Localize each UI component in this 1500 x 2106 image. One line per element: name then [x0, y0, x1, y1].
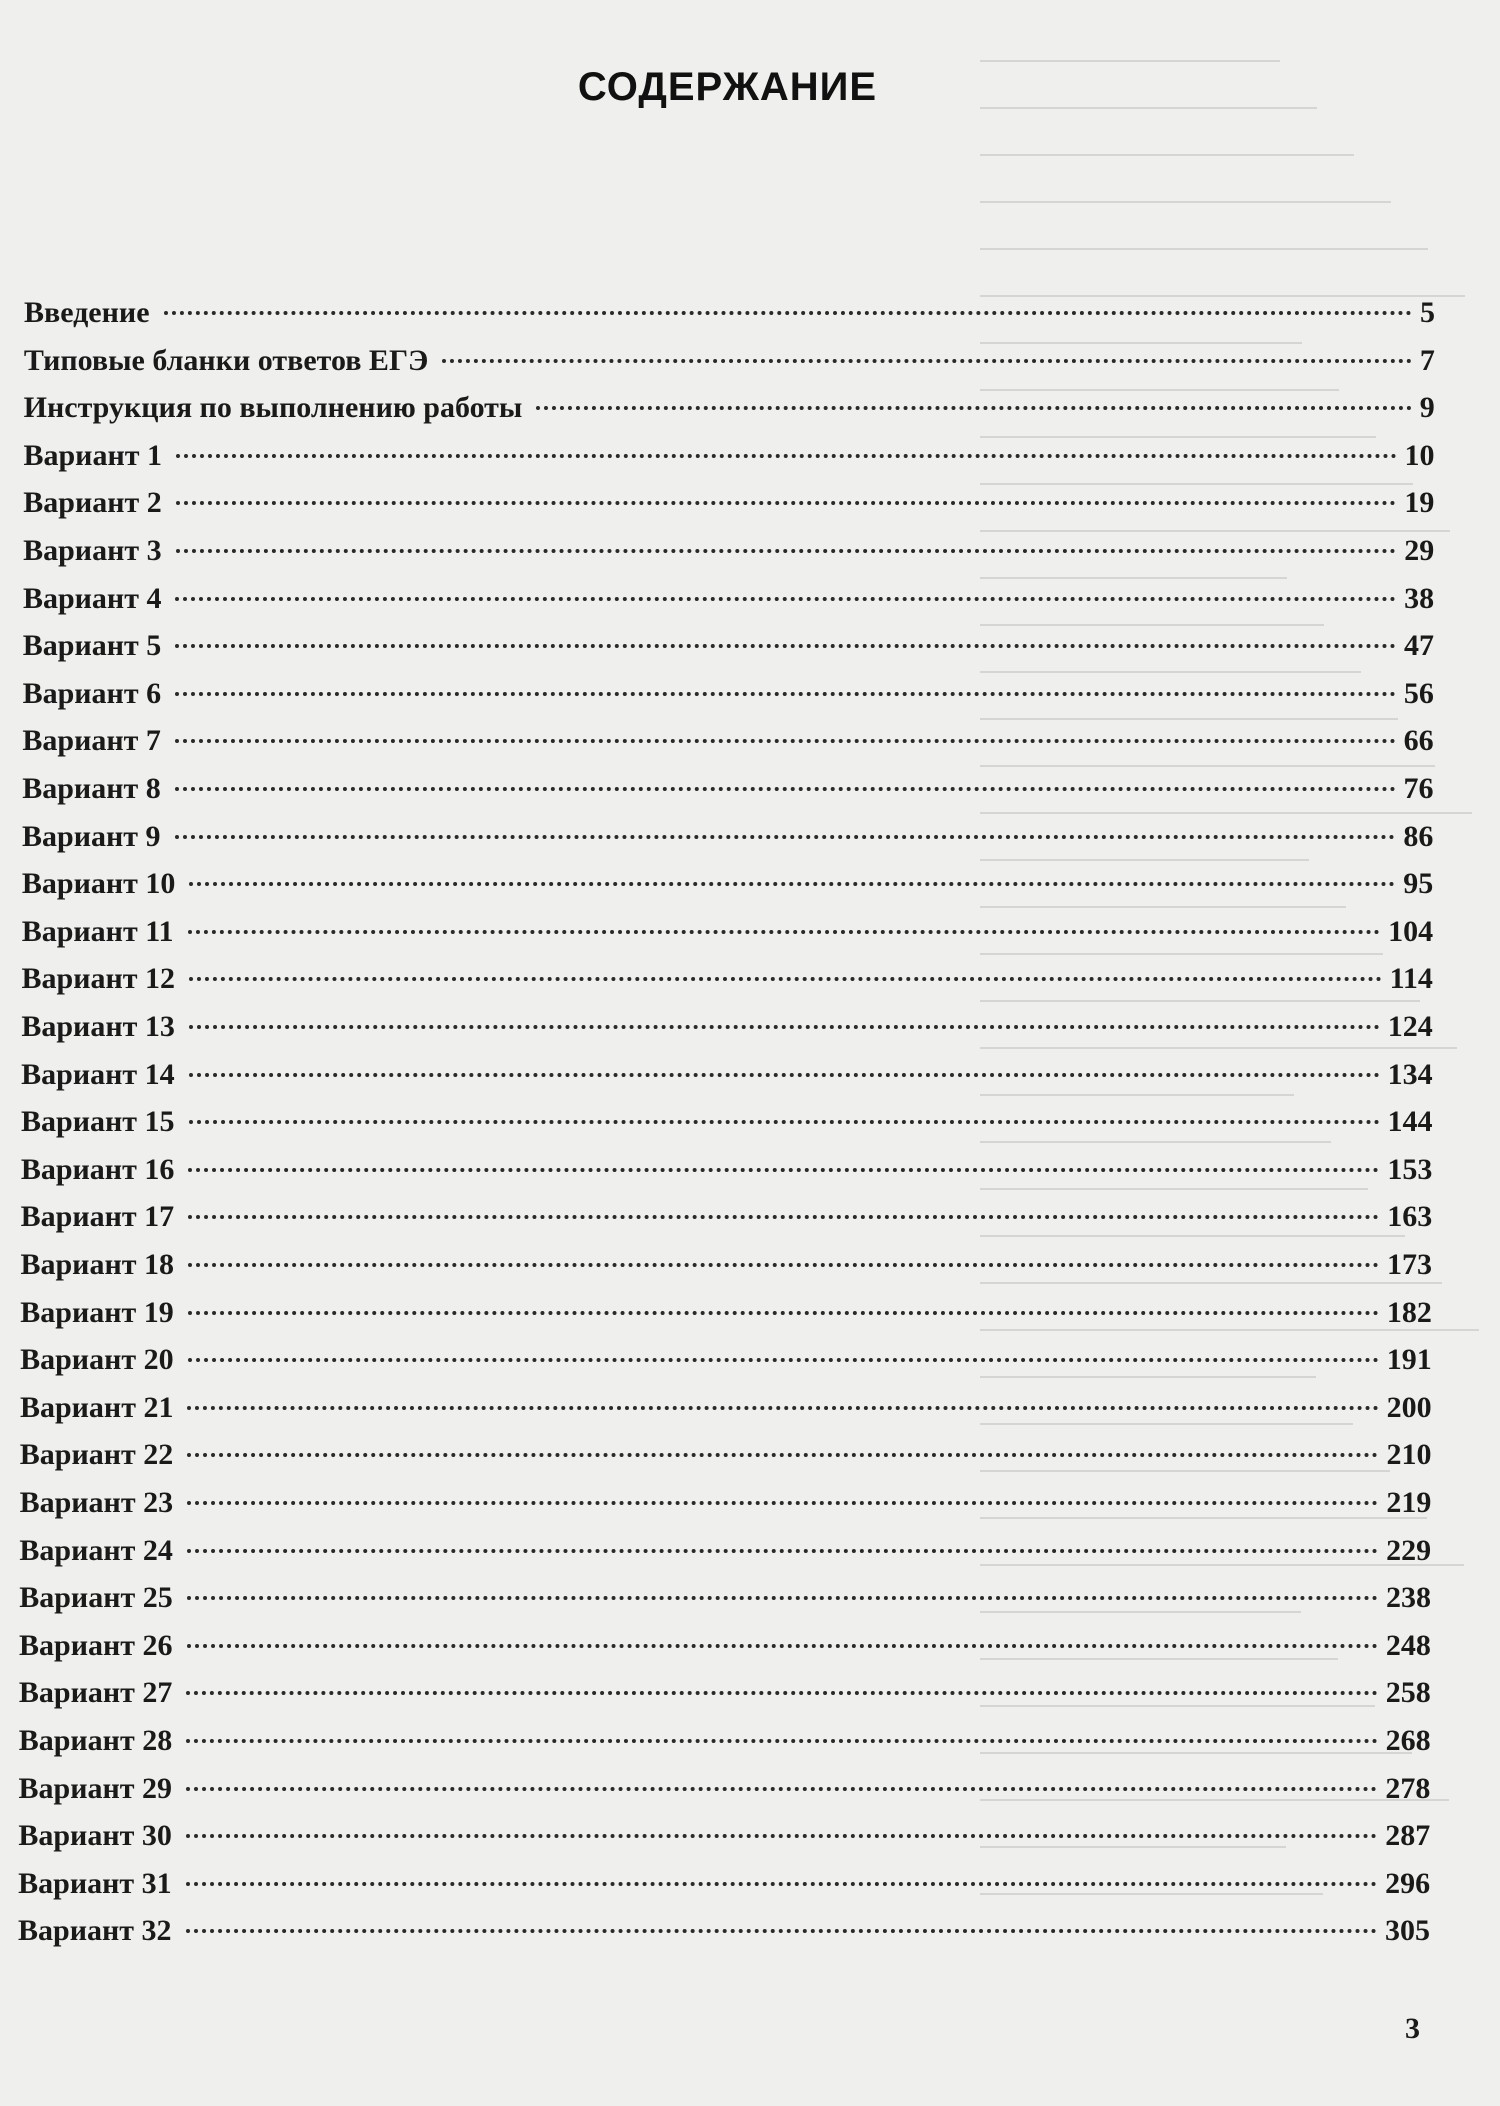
toc-dot-leader	[536, 406, 1411, 410]
toc-entry-label: Вариант 5	[22, 629, 162, 663]
toc-entry-label: Вариант 23	[19, 1486, 174, 1519]
toc-entry	[19, 1629, 1431, 1673]
toc-entry-page: 29	[1404, 534, 1435, 567]
toc-entry	[21, 1153, 1433, 1197]
toc-entry-page: 296	[1385, 1866, 1431, 1900]
toc-entry-label: Вариант 22	[19, 1438, 174, 1472]
toc-entry-page: 66	[1403, 724, 1434, 758]
toc-dot-leader	[442, 359, 1411, 363]
toc-entry-page: 268	[1385, 1724, 1431, 1757]
toc-entry-page: 305	[1385, 1914, 1430, 1948]
bleed-line	[980, 201, 1391, 203]
toc-dot-leader	[188, 1168, 1379, 1172]
toc-entry-page: 163	[1387, 1200, 1433, 1234]
toc-entry	[22, 867, 1433, 911]
toc-entry-page: 19	[1404, 486, 1435, 520]
toc-dot-leader	[164, 311, 1412, 315]
toc-entry	[20, 1343, 1432, 1387]
toc-dot-leader	[188, 1358, 1379, 1362]
toc-entry-page: 7	[1419, 343, 1435, 377]
toc-entry-label: Вариант 13	[21, 1010, 175, 1043]
toc-dot-leader	[175, 787, 1396, 791]
toc-entry-label: Вариант 30	[18, 1819, 172, 1853]
toc-entry-label: Вариант 29	[18, 1771, 173, 1805]
toc-entry	[20, 1248, 1432, 1292]
toc-entry-page: 76	[1403, 772, 1434, 805]
toc-dot-leader	[175, 644, 1396, 648]
toc-entry	[22, 962, 1433, 1006]
toc-entry	[21, 1105, 1433, 1149]
toc-dot-leader	[187, 1549, 1378, 1553]
toc-dot-leader	[187, 1596, 1378, 1600]
toc-entry-page: 104	[1388, 914, 1434, 948]
toc-entry-page: 95	[1403, 867, 1434, 901]
toc-entry-label: Вариант 17	[20, 1200, 175, 1234]
toc-entry	[24, 344, 1435, 388]
toc-entry-label: Вариант 4	[22, 581, 162, 615]
toc-entry	[19, 1581, 1431, 1625]
toc-entry	[19, 1772, 1431, 1816]
toc-entry	[19, 1676, 1431, 1720]
toc-entry	[22, 724, 1433, 768]
toc-entry	[20, 1391, 1432, 1435]
toc-entry-page: 219	[1386, 1486, 1432, 1519]
toc-dot-leader	[188, 930, 1381, 934]
toc-dot-leader	[189, 1073, 1380, 1077]
toc-entry	[18, 1819, 1430, 1863]
page-number: 3	[1405, 2012, 1420, 2045]
toc-entry-label: Вариант 10	[21, 867, 176, 901]
toc-entry-label: Вариант 26	[19, 1628, 173, 1662]
toc-entry-label: Вариант 18	[20, 1248, 174, 1281]
toc-dot-leader	[189, 1120, 1380, 1124]
toc-entry	[21, 1058, 1432, 1102]
toc-entry-page: 248	[1385, 1628, 1431, 1662]
toc-entry	[18, 1914, 1430, 1958]
toc-entry-page: 38	[1404, 581, 1435, 615]
toc-entry	[22, 915, 1433, 959]
toc-entry-label: Вариант 27	[18, 1676, 173, 1710]
toc-entry-page: 229	[1386, 1533, 1432, 1567]
toc-dot-leader	[187, 1406, 1378, 1410]
toc-entry-label: Вариант 32	[18, 1914, 172, 1948]
toc-entry	[20, 1296, 1432, 1340]
bleed-line	[980, 436, 1376, 438]
toc-entry-label: Вариант 11	[21, 914, 174, 948]
toc-entry	[23, 439, 1434, 483]
toc-entry	[23, 534, 1434, 578]
toc-entry-page: 144	[1387, 1105, 1433, 1139]
toc-entry	[20, 1438, 1432, 1482]
toc-entry	[24, 391, 1435, 435]
toc-entry-label: Вариант 19	[20, 1295, 174, 1329]
toc-entry	[22, 772, 1433, 816]
toc-entry-label: Вариант 16	[20, 1152, 175, 1186]
toc-entry	[23, 629, 1434, 673]
toc-entry-page: 134	[1387, 1057, 1433, 1091]
toc-entry-label: Вариант 3	[23, 534, 162, 567]
toc-entry-page: 153	[1387, 1152, 1433, 1186]
toc-dot-leader	[175, 597, 1396, 601]
toc-dot-leader	[175, 835, 1396, 839]
toc-dot-leader	[175, 692, 1396, 696]
toc-dot-leader	[186, 1929, 1377, 1933]
toc-dot-leader	[188, 1311, 1379, 1315]
toc-dot-leader	[189, 977, 1382, 981]
toc-entry	[21, 1200, 1433, 1244]
toc-entry-page: 10	[1404, 438, 1435, 472]
toc-dot-leader	[187, 1644, 1378, 1648]
toc-dot-leader	[188, 1215, 1379, 1219]
toc-entry-page: 124	[1387, 1010, 1433, 1043]
toc-entry-page: 287	[1385, 1819, 1431, 1853]
toc-dot-leader	[186, 1882, 1377, 1886]
toc-entry-label: Вариант 24	[19, 1533, 173, 1567]
toc-dot-leader	[187, 1453, 1378, 1457]
page-title: СОДЕРЖАНИЕ	[577, 64, 878, 109]
toc-entry-label: Вариант 14	[21, 1057, 175, 1091]
toc-entry	[24, 296, 1435, 340]
bleed-line	[980, 154, 1354, 156]
toc-dot-leader	[176, 549, 1397, 553]
toc-dot-leader	[176, 501, 1397, 505]
toc-entry-page: 191	[1386, 1343, 1432, 1377]
toc-entry-label: Вариант 9	[22, 819, 161, 853]
toc-dot-leader	[175, 739, 1396, 743]
toc-entry	[19, 1724, 1431, 1768]
toc-dot-leader	[188, 1263, 1379, 1267]
bleed-line	[980, 483, 1413, 485]
toc-entry	[18, 1867, 1430, 1911]
toc-entry-label: Вариант 6	[22, 676, 162, 710]
toc-entry-label: Вариант 15	[21, 1105, 175, 1139]
toc-entry-page: 47	[1403, 629, 1434, 663]
toc-entry-page: 114	[1389, 962, 1433, 996]
toc-entry-label: Введение	[24, 296, 150, 329]
toc-dot-leader	[186, 1787, 1377, 1791]
toc-entry	[23, 677, 1434, 721]
toc-entry-label: Типовые бланки ответов ЕГЭ	[23, 343, 429, 377]
toc-entry-label: Вариант 31	[18, 1866, 172, 1900]
toc-entry-page: 56	[1403, 676, 1434, 710]
toc-entry-page: 278	[1385, 1771, 1431, 1805]
toc-entry-label: Вариант 8	[22, 772, 161, 805]
toc-entry-page: 258	[1385, 1676, 1431, 1710]
toc-dot-leader	[186, 1834, 1377, 1838]
toc-entry-label: Вариант 20	[20, 1343, 174, 1377]
toc-entry-page: 173	[1387, 1248, 1433, 1281]
toc-entry-page: 5	[1420, 296, 1435, 329]
toc-entry-label: Вариант 7	[22, 724, 161, 758]
toc-entry	[23, 582, 1434, 626]
toc-entry-label: Вариант 25	[19, 1581, 173, 1615]
toc-entry-label: Вариант 1	[23, 438, 162, 472]
toc-entry	[22, 820, 1433, 864]
bleed-line	[980, 60, 1280, 62]
toc-dot-leader	[189, 882, 1395, 886]
toc-entry-page: 200	[1386, 1390, 1432, 1424]
toc-entry-label: Вариант 21	[19, 1390, 174, 1424]
toc-entry-label: Инструкция по выполнению работы	[23, 391, 523, 425]
toc-entry-label: Вариант 12	[21, 962, 176, 996]
toc-entry-page: 182	[1386, 1295, 1432, 1329]
toc-entry-label: Вариант 28	[18, 1724, 173, 1757]
bleed-line	[980, 248, 1428, 250]
toc-dot-leader	[176, 454, 1397, 458]
toc-dot-leader	[189, 1025, 1380, 1029]
toc-entry	[21, 1010, 1432, 1054]
toc-dot-leader	[187, 1501, 1378, 1505]
toc-entry	[19, 1534, 1431, 1578]
toc-entry	[23, 486, 1434, 530]
toc-entry-page: 86	[1403, 819, 1434, 853]
toc-entry-label: Вариант 2	[23, 486, 162, 520]
toc-dot-leader	[186, 1739, 1377, 1743]
toc-dot-leader	[186, 1691, 1377, 1695]
toc-entry	[20, 1486, 1432, 1530]
toc-entry-page: 210	[1386, 1438, 1432, 1472]
toc-entry-page: 238	[1386, 1581, 1432, 1615]
toc-entry-page: 9	[1419, 391, 1435, 425]
